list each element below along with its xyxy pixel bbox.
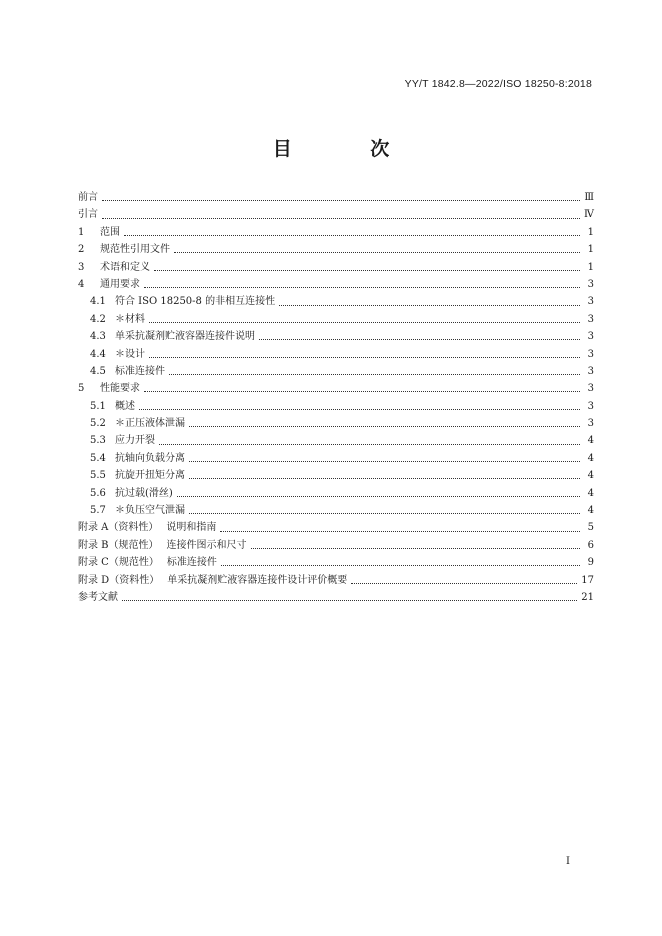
toc-entry-page: 3 (587, 348, 594, 360)
toc-entry[interactable] (78, 380, 594, 397)
toc-entry-label: 前言 (78, 192, 98, 203)
toc-entry-page: 3 (587, 296, 594, 308)
toc-entry-number: 5.1 (90, 400, 106, 412)
toc-entry-label: 抗旋开扭矩分离 (115, 470, 185, 482)
toc-entry[interactable] (78, 328, 594, 345)
toc-entry[interactable] (78, 589, 594, 606)
toc-entry-label: ＊设计 (115, 348, 145, 360)
toc-entry[interactable] (78, 259, 594, 276)
toc-leader-dots (189, 478, 580, 479)
toc-entry-label: 抗轴向负载分离 (115, 452, 185, 464)
toc-entry-label: 术语和定义 (100, 261, 150, 273)
toc-leader-dots (174, 252, 580, 253)
toc-entry-page: 5 (587, 522, 594, 534)
toc-entry[interactable] (78, 293, 594, 310)
toc-entry-number: 附录 D（资料性） (78, 574, 160, 586)
toc-entry[interactable] (78, 519, 594, 536)
toc-leader-dots (149, 357, 580, 358)
toc-entry-page: 6 (587, 539, 594, 551)
toc-leader-dots (259, 339, 580, 340)
toc-entry[interactable] (78, 572, 594, 589)
standard-code: YY/T 1842.8—2022/ISO 18250-8:2018 (404, 78, 592, 90)
toc-entry-number: 4.4 (90, 348, 106, 360)
toc-entry[interactable] (78, 537, 594, 554)
toc-entry-page: 1 (587, 244, 594, 256)
toc-entry-number: 5 (78, 383, 85, 395)
toc-entry-page: 21 (581, 591, 594, 603)
toc-entry-label: 符合 ISO 18250-8 的非相互连接性 (115, 296, 276, 308)
toc-entry-page: 4 (587, 505, 594, 517)
toc-entry-number: 4.1 (90, 296, 106, 308)
toc-entry-page: 9 (587, 557, 594, 569)
toc-entry[interactable] (78, 450, 594, 467)
toc-entry-number: 附录 C（规范性） (78, 557, 159, 569)
toc-entry[interactable] (78, 554, 594, 571)
toc-entry-label: 说明和指南 (166, 522, 217, 534)
page-number: Ⅰ (566, 856, 570, 867)
toc-entry-label: 性能要求 (100, 383, 140, 395)
toc-leader-dots (102, 200, 580, 201)
toc-entry-label: 连接件图示和尺寸 (166, 539, 247, 551)
toc-leader-dots (189, 513, 580, 514)
toc-entry-label: 规范性引用文件 (100, 244, 170, 256)
toc-leader-dots (279, 305, 580, 306)
toc-leader-dots (154, 270, 580, 271)
toc-entry-number: 4.2 (90, 313, 106, 325)
toc-entry-label: ＊正压液体泄漏 (115, 418, 185, 430)
toc-entry[interactable] (78, 311, 594, 328)
toc-entry-number: 2 (78, 244, 85, 256)
toc-entry[interactable] (78, 485, 594, 502)
toc-entry-page: 4 (587, 487, 594, 499)
toc-leader-dots (251, 548, 580, 549)
toc-leader-dots (220, 531, 580, 532)
toc-entry-number: 4 (78, 278, 85, 290)
toc-entry-label: 标准连接件 (166, 557, 217, 569)
toc-leader-dots (221, 565, 580, 566)
toc-entry-page: 3 (587, 418, 594, 430)
toc-entry-label: 单采抗凝剂贮液容器连接件设计评价概要 (167, 574, 348, 586)
toc-leader-dots (189, 426, 580, 427)
toc-entry-number: 5.3 (90, 435, 106, 447)
toc-leader-dots (189, 461, 580, 462)
toc-leader-dots (149, 322, 580, 323)
toc-leader-dots (351, 583, 577, 584)
toc-leader-dots (122, 600, 577, 601)
toc-entry-number: 4.3 (90, 331, 106, 343)
toc-entry-page: 1 (587, 261, 594, 273)
toc-entry[interactable] (78, 224, 594, 241)
toc-entry-page: 4 (587, 435, 594, 447)
toc-entry-page: 1 (587, 226, 594, 238)
toc-entry-label: ＊负压空气泄漏 (115, 505, 185, 517)
toc-entry-page: Ⅲ (584, 192, 594, 203)
toc-entry-label: 单采抗凝剂贮液容器连接件说明 (115, 331, 255, 343)
toc-entry[interactable] (78, 346, 594, 363)
toc-entry[interactable] (78, 467, 594, 484)
toc-entry-page: 3 (587, 278, 594, 290)
toc-entry[interactable] (78, 398, 594, 415)
toc-entry-label: 引言 (78, 209, 98, 221)
toc-entry-number: 附录 B（规范性） (78, 539, 159, 551)
toc-entry[interactable] (78, 432, 594, 449)
toc-leader-dots (144, 287, 580, 288)
toc-leader-dots (177, 496, 580, 497)
toc-entry-label: 参考文献 (78, 591, 118, 603)
toc-entry-label: 概述 (115, 400, 135, 412)
toc-entry-page: 3 (587, 383, 594, 395)
toc-entry-number: 附录 A（资料性） (78, 522, 159, 534)
toc-entry-page: 17 (581, 574, 594, 586)
toc-entry-number: 5.4 (90, 452, 106, 464)
toc-entry-number: 5.5 (90, 470, 106, 482)
toc-entry-page: 3 (587, 313, 594, 325)
toc-entry[interactable] (78, 241, 594, 258)
toc-entry-label: 抗过载(滑丝) (115, 487, 173, 499)
toc-entry-page: 4 (587, 470, 594, 482)
toc-entry-page: 3 (587, 400, 594, 412)
toc-entry-page: 4 (587, 452, 594, 464)
toc-leader-dots (144, 391, 580, 392)
toc-entry[interactable] (78, 415, 594, 432)
toc-entry-page: Ⅳ (584, 209, 594, 221)
toc-entry[interactable] (78, 502, 594, 519)
page-title: 目 次 (272, 138, 426, 160)
toc-entry-number: 5.6 (90, 487, 106, 499)
toc-entry-number: 3 (78, 261, 85, 273)
toc-entry-label: 应力开裂 (115, 435, 155, 447)
toc-leader-dots (159, 444, 580, 445)
toc-entry-label: 范围 (100, 226, 120, 238)
toc-leader-dots (102, 218, 580, 219)
toc-entry[interactable] (78, 206, 594, 223)
toc-leader-dots (124, 235, 580, 236)
toc-entry-label: 标准连接件 (115, 365, 165, 377)
toc-leader-dots (169, 374, 580, 375)
toc-entry-number: 5.2 (90, 418, 106, 430)
toc-entry-label: 通用要求 (100, 278, 140, 290)
toc-entry-label: ＊材料 (115, 313, 145, 325)
toc-entry-number: 5.7 (90, 505, 106, 517)
toc-leader-dots (139, 409, 580, 410)
toc-entry[interactable] (78, 189, 594, 206)
toc-entry-page: 3 (587, 365, 594, 377)
toc-entry[interactable] (78, 276, 594, 293)
table-of-contents (78, 189, 594, 606)
toc-entry[interactable] (78, 363, 594, 380)
toc-entry-number: 4.5 (90, 365, 106, 377)
toc-entry-number: 1 (78, 226, 85, 238)
toc-entry-page: 3 (587, 331, 594, 343)
